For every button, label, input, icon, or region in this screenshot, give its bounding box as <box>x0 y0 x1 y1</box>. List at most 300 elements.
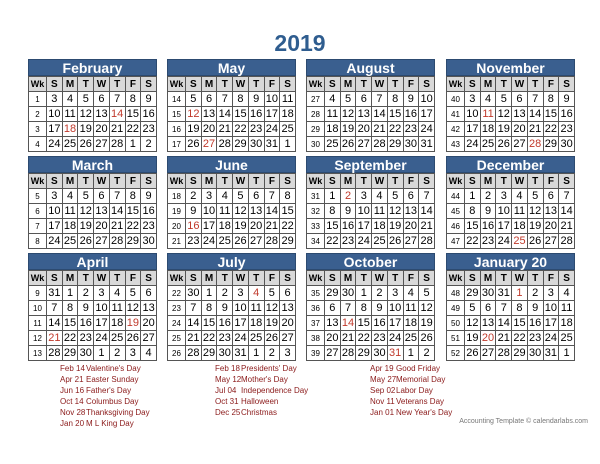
day-cell: 23 <box>341 234 355 247</box>
week-row <box>447 122 575 137</box>
week-row <box>168 122 296 137</box>
day-cell: 17 <box>48 219 61 232</box>
day-cell: 13 <box>404 204 417 217</box>
day-cell: 26 <box>389 234 402 247</box>
day-cell: 1 <box>559 346 575 361</box>
holiday-date: Dec 25 <box>215 408 241 417</box>
month-title: August <box>306 59 435 76</box>
day-cell: 25 <box>63 137 77 150</box>
weekday-header: F <box>264 174 280 189</box>
weekday-header: S <box>325 271 341 286</box>
day-cell: 5 <box>496 92 512 107</box>
weekday-header: S <box>47 174 63 189</box>
week-number: 25 <box>168 331 186 346</box>
day-cell: 9 <box>340 204 356 219</box>
weekday-header: S <box>559 271 575 286</box>
day-cell: 8 <box>125 92 141 107</box>
day-cell: 21 <box>111 122 124 135</box>
day-cell: 9 <box>527 301 543 316</box>
day-cell: 23 <box>187 234 200 247</box>
weekday-header: F <box>403 174 419 189</box>
week-row <box>29 219 157 234</box>
day-cell: 30 <box>481 286 495 299</box>
day-cell: 27 <box>544 234 557 247</box>
month-grid <box>28 76 157 152</box>
day-cell: 13 <box>513 107 526 120</box>
day-cell: 31 <box>544 346 557 359</box>
day-cell: 1 <box>356 286 372 301</box>
month-calendar <box>446 253 575 361</box>
weekday-header: M <box>201 174 217 189</box>
day-cell: 14 <box>218 107 231 120</box>
weekday-header: S <box>186 77 202 92</box>
day-cell: 10 <box>466 107 479 120</box>
day-cell: 31 <box>265 137 278 150</box>
day-cell: 7 <box>47 301 63 316</box>
day-cell: 9 <box>403 92 419 107</box>
day-cell: 1 <box>280 137 296 152</box>
day-cell: 18 <box>373 219 386 232</box>
week-number: 49 <box>447 301 465 316</box>
day-cell: 27 <box>357 137 370 150</box>
day-cell: 23 <box>79 331 92 344</box>
day-cell: 31 <box>234 346 247 359</box>
week-number: 24 <box>168 316 186 331</box>
week-number: 52 <box>447 346 465 361</box>
week-row <box>307 137 435 152</box>
day-cell: 18 <box>404 316 417 329</box>
weekday-header: S <box>465 77 481 92</box>
weekday-header: T <box>217 174 233 189</box>
month-title: May <box>167 59 296 76</box>
day-cell: 5 <box>419 286 435 301</box>
day-cell: 14 <box>420 204 433 217</box>
day-cell: 20 <box>95 122 108 135</box>
month-title: February <box>28 59 157 76</box>
week-number: 4 <box>29 137 47 152</box>
day-cell: 17 <box>466 122 479 135</box>
day-cell: 8 <box>465 204 481 219</box>
day-cell: 3 <box>465 92 481 107</box>
day-cell: 19 <box>187 122 200 135</box>
week-number: 27 <box>307 92 325 107</box>
holiday-item <box>60 374 150 385</box>
week-row <box>168 137 296 152</box>
day-cell: 8 <box>125 189 141 204</box>
day-cell: 24 <box>202 234 216 247</box>
day-cell: 4 <box>217 189 233 204</box>
day-cell: 5 <box>387 189 403 204</box>
month-grid <box>167 76 296 152</box>
month-grid <box>167 270 296 361</box>
week-row <box>307 107 435 122</box>
day-cell: 20 <box>95 219 108 232</box>
day-cell: 18 <box>111 316 124 329</box>
day-cell: 20 <box>250 219 263 232</box>
day-cell: 5 <box>233 189 249 204</box>
day-cell: 24 <box>234 331 247 344</box>
day-cell: 18 <box>250 316 263 329</box>
holiday-item <box>60 407 150 418</box>
week-row <box>447 219 575 234</box>
day-cell: 17 <box>234 316 247 329</box>
weekday-header: S <box>280 77 296 92</box>
day-cell: 19 <box>79 122 92 135</box>
day-cell: 4 <box>248 286 264 301</box>
day-cell: 5 <box>78 92 94 107</box>
weekday-header: M <box>62 77 78 92</box>
day-cell: 20 <box>481 331 495 344</box>
week-row <box>29 137 157 152</box>
day-cell: 19 <box>466 331 479 344</box>
holiday-column-3 <box>370 363 452 418</box>
day-cell: 11 <box>109 301 125 316</box>
day-cell: 30 <box>529 346 542 359</box>
day-cell: 17 <box>265 107 278 120</box>
day-cell: 16 <box>250 107 263 120</box>
holiday-item <box>215 396 308 407</box>
day-cell: 22 <box>234 122 247 135</box>
holiday-item <box>215 363 308 374</box>
day-cell: 13 <box>281 301 294 314</box>
day-cell: 7 <box>527 92 543 107</box>
week-row <box>168 316 296 331</box>
week-row <box>307 301 435 316</box>
week-header: Wk <box>307 174 325 189</box>
day-cell: 28 <box>48 346 61 359</box>
day-cell: 29 <box>357 346 370 359</box>
day-cell: 26 <box>79 137 92 150</box>
week-header: Wk <box>29 271 47 286</box>
day-cell: 11 <box>280 92 296 107</box>
day-cell: 11 <box>512 204 528 219</box>
day-cell: 12 <box>341 107 355 120</box>
weekday-header: T <box>387 271 403 286</box>
day-cell: 23 <box>529 331 542 344</box>
holiday-date: Jan 20 <box>60 419 85 428</box>
day-cell: 26 <box>341 137 355 150</box>
day-cell: 25 <box>281 122 294 135</box>
weekday-header: S <box>141 174 157 189</box>
day-cell: 2 <box>109 346 125 361</box>
day-cell: 13 <box>481 316 495 329</box>
day-cell: 2 <box>527 286 543 301</box>
month-calendar <box>167 59 296 152</box>
holiday-column-2 <box>215 363 308 418</box>
day-cell: 20 <box>326 331 339 344</box>
day-cell: 4 <box>512 189 528 204</box>
weekday-header: S <box>325 174 341 189</box>
day-cell: 1 <box>201 286 217 301</box>
day-cell: 13 <box>95 204 108 217</box>
weekday-header: T <box>248 174 264 189</box>
day-cell: 1 <box>125 137 141 152</box>
month-calendar <box>167 253 296 361</box>
day-cell: 16 <box>218 316 231 329</box>
holiday-item <box>60 385 150 396</box>
day-cell: 4 <box>325 92 341 107</box>
week-row <box>447 301 575 316</box>
day-cell: 1 <box>62 286 78 301</box>
day-cell: 16 <box>481 219 495 232</box>
day-cell: 18 <box>481 122 495 135</box>
weekday-header: M <box>201 77 217 92</box>
week-row <box>29 234 157 249</box>
day-cell: 9 <box>480 204 496 219</box>
day-cell: 9 <box>559 92 575 107</box>
week-row <box>168 189 296 204</box>
holiday-item <box>215 407 308 418</box>
day-cell: 20 <box>544 219 557 232</box>
day-cell: 22 <box>326 234 339 247</box>
day-cell: 1 <box>248 346 264 361</box>
day-cell: 27 <box>95 137 108 150</box>
day-cell: 7 <box>372 92 388 107</box>
day-cell: 7 <box>186 301 202 316</box>
day-cell: 6 <box>512 92 528 107</box>
day-cell: 2 <box>186 189 202 204</box>
week-number: 9 <box>29 286 47 301</box>
week-row <box>168 107 296 122</box>
weekday-header: T <box>387 174 403 189</box>
day-cell: 3 <box>356 189 372 204</box>
day-cell: 29 <box>63 346 77 359</box>
day-cell: 28 <box>341 346 355 359</box>
weekday-header: W <box>512 271 528 286</box>
holiday-name: Valentine's Day <box>86 364 141 373</box>
holiday-date: May 12 <box>215 375 242 384</box>
day-cell: 15 <box>281 204 294 217</box>
week-number: 47 <box>447 234 465 249</box>
day-cell: 12 <box>187 107 200 120</box>
day-cell: 11 <box>480 107 496 122</box>
day-cell: 27 <box>202 137 216 150</box>
week-number: 29 <box>307 122 325 137</box>
day-cell: 25 <box>250 331 263 344</box>
week-number: 23 <box>168 301 186 316</box>
holiday-name: Labor Day <box>396 386 433 395</box>
day-cell: 28 <box>111 234 124 247</box>
month-grid <box>306 270 435 361</box>
weekday-header: W <box>233 77 249 92</box>
week-row <box>29 301 157 316</box>
holiday-date: Nov 11 <box>370 397 395 406</box>
week-row <box>29 346 157 361</box>
weekday-header: T <box>387 77 403 92</box>
month-calendar <box>28 156 157 249</box>
day-cell: 10 <box>265 92 278 105</box>
day-cell: 3 <box>201 189 217 204</box>
day-cell: 15 <box>126 107 139 120</box>
week-row <box>29 122 157 137</box>
day-cell: 22 <box>357 331 370 344</box>
weekday-header: S <box>559 174 575 189</box>
day-cell: 10 <box>95 301 108 314</box>
holiday-date: Oct 31 <box>215 397 239 406</box>
day-cell: 10 <box>420 92 433 105</box>
day-cell: 22 <box>126 122 139 135</box>
day-cell: 17 <box>544 316 557 329</box>
day-cell: 9 <box>248 92 264 107</box>
week-number: 2 <box>29 107 47 122</box>
day-cell: 30 <box>142 234 155 247</box>
week-row <box>447 286 575 301</box>
weekday-header: W <box>94 174 110 189</box>
day-cell: 19 <box>79 219 92 232</box>
day-cell: 11 <box>559 301 575 316</box>
week-row <box>447 107 575 122</box>
day-cell: 9 <box>217 301 233 316</box>
day-cell: 20 <box>357 122 370 135</box>
day-cell: 26 <box>187 137 200 150</box>
weekday-header: T <box>217 271 233 286</box>
week-header: Wk <box>29 77 47 92</box>
credit-text: Accounting Template © calendarlabs.com <box>459 418 588 425</box>
month-title: October <box>306 253 435 270</box>
day-cell: 25 <box>63 234 77 247</box>
weekday-header: W <box>372 77 388 92</box>
day-cell: 29 <box>466 286 479 299</box>
week-number: 43 <box>447 137 465 152</box>
day-cell: 10 <box>202 204 216 217</box>
weekday-header: S <box>47 271 63 286</box>
day-cell: 15 <box>202 316 216 329</box>
day-cell: 8 <box>280 189 296 204</box>
day-cell: 7 <box>496 301 512 316</box>
day-cell: 12 <box>466 316 479 329</box>
day-cell: 16 <box>142 204 155 217</box>
week-row <box>168 234 296 249</box>
day-cell: 10 <box>497 204 510 217</box>
day-cell: 12 <box>529 204 542 217</box>
week-number: 15 <box>168 107 186 122</box>
day-cell: 29 <box>544 137 557 150</box>
day-cell: 27 <box>513 137 526 150</box>
day-cell: 26 <box>126 331 139 344</box>
day-cell: 30 <box>404 137 417 150</box>
day-cell: 28 <box>265 234 278 247</box>
weekday-header: F <box>264 77 280 92</box>
week-number: 30 <box>307 137 325 152</box>
day-cell: 25 <box>218 234 231 247</box>
day-cell: 19 <box>420 316 433 329</box>
week-row <box>29 204 157 219</box>
week-number: 16 <box>168 122 186 137</box>
day-cell: 24 <box>420 122 433 135</box>
day-cell: 10 <box>48 107 61 120</box>
day-cell: 4 <box>109 286 125 301</box>
week-number: 50 <box>447 316 465 331</box>
day-cell: 6 <box>356 92 372 107</box>
day-cell: 13 <box>544 204 557 217</box>
weekday-header: T <box>78 77 94 92</box>
day-cell: 29 <box>389 137 402 150</box>
day-cell: 1 <box>94 346 110 361</box>
day-cell: 6 <box>543 189 559 204</box>
day-cell: 7 <box>109 92 125 107</box>
day-cell: 18 <box>326 122 339 135</box>
weekday-header: T <box>78 271 94 286</box>
week-row <box>307 234 435 249</box>
day-cell: 17 <box>497 219 510 232</box>
weekday-header: T <box>496 271 512 286</box>
day-cell: 17 <box>357 219 370 232</box>
holiday-date: Jul 04 <box>215 386 237 395</box>
week-number: 46 <box>447 219 465 234</box>
week-row <box>307 286 435 301</box>
week-number: 44 <box>447 189 465 204</box>
day-cell: 21 <box>187 331 200 344</box>
weekday-header: W <box>233 174 249 189</box>
day-cell: 8 <box>325 204 341 219</box>
day-cell: 17 <box>202 219 216 232</box>
week-header: Wk <box>447 271 465 286</box>
weekday-header: S <box>141 271 157 286</box>
week-number: 41 <box>447 107 465 122</box>
month-title: April <box>28 253 157 270</box>
day-cell: 28 <box>560 234 573 247</box>
day-cell: 9 <box>372 301 388 316</box>
day-cell: 27 <box>142 331 155 344</box>
day-cell: 7 <box>419 189 435 204</box>
week-number: 28 <box>307 107 325 122</box>
day-cell: 27 <box>281 331 294 344</box>
week-number: 7 <box>29 219 47 234</box>
day-cell: 11 <box>62 107 78 122</box>
week-row <box>447 92 575 107</box>
month-title: March <box>28 156 157 173</box>
holiday-item <box>60 418 150 429</box>
day-cell: 8 <box>512 301 528 316</box>
week-row <box>447 331 575 346</box>
weekday-header: M <box>340 77 356 92</box>
day-cell: 5 <box>125 286 141 301</box>
day-cell: 22 <box>389 122 402 135</box>
week-number: 38 <box>307 331 325 346</box>
day-cell: 24 <box>466 137 479 150</box>
holiday-date: May 27 <box>370 375 397 384</box>
day-cell: 3 <box>233 286 249 301</box>
day-cell: 12 <box>126 301 139 314</box>
week-row <box>168 346 296 361</box>
day-cell: 16 <box>373 316 386 329</box>
day-cell: 18 <box>218 219 231 232</box>
day-cell: 2 <box>372 286 388 301</box>
day-cell: 2 <box>78 286 94 301</box>
day-cell: 13 <box>250 204 263 217</box>
day-cell: 11 <box>403 301 419 316</box>
weekday-header: S <box>419 174 435 189</box>
day-cell: 14 <box>529 107 542 120</box>
month-calendar <box>167 156 296 249</box>
day-cell: 6 <box>325 301 341 316</box>
day-cell: 3 <box>47 92 63 107</box>
day-cell: 20 <box>142 316 155 329</box>
day-cell: 2 <box>340 189 356 204</box>
day-cell: 15 <box>466 219 479 232</box>
holiday-date: Sep 02 <box>370 386 396 395</box>
day-cell: 29 <box>126 234 139 247</box>
day-cell: 28 <box>373 137 386 150</box>
day-cell: 16 <box>142 107 155 120</box>
day-cell: 8 <box>201 301 217 316</box>
weekday-header: M <box>340 174 356 189</box>
month-title: January 20 <box>446 253 575 270</box>
month-calendar <box>306 156 435 249</box>
day-cell: 13 <box>95 107 108 120</box>
holiday-date: Nov 28 <box>60 408 86 417</box>
day-cell: 17 <box>48 122 61 135</box>
